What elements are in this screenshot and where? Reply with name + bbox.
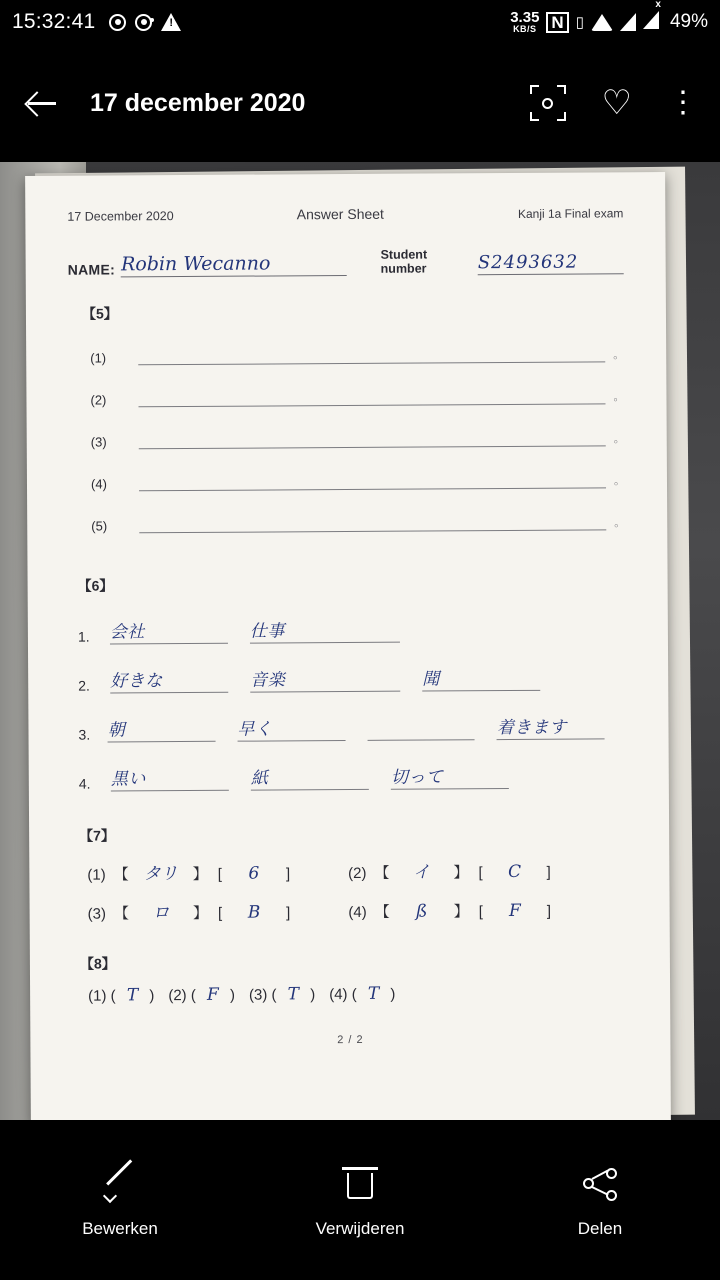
answer-text: 会社 [109, 622, 145, 643]
page-title: 17 december 2020 [90, 88, 306, 117]
answer-b: C [508, 861, 522, 883]
vibrate-icon: ▯ [575, 14, 584, 31]
table-row [71, 761, 627, 791]
paren-open: ( [110, 987, 116, 1005]
name-label: NAME: [67, 261, 116, 278]
paren-open: ( [271, 986, 277, 1004]
lens-icon[interactable] [530, 85, 566, 121]
bracket-open: 【 [113, 905, 130, 923]
answer-text: 仕事 [249, 621, 285, 642]
paren-close: ) [310, 986, 316, 1004]
answer-item [329, 984, 395, 1004]
bracket-close: ] [546, 902, 552, 920]
answer-cell [367, 738, 475, 741]
bottom-action-bar [0, 1120, 720, 1280]
answer-text: 早く [237, 719, 273, 740]
answer-item [88, 985, 154, 1005]
app-bar [0, 44, 720, 162]
sheet-exam-name: Kanji 1a Final exam [517, 206, 624, 221]
camera-dot-icon [135, 14, 152, 31]
wifi-icon [591, 14, 613, 31]
answer-item [348, 857, 551, 883]
line-end-mark: 。 [613, 433, 625, 446]
status-clock: 15:32:41 [12, 10, 96, 33]
answer-a: イ [412, 862, 431, 883]
answer-a: ロ [152, 903, 170, 924]
battery-percent: 49% [669, 11, 708, 32]
answer-line [69, 472, 625, 491]
signal-x-icon [643, 11, 659, 29]
net-speed-value: 3.35 [510, 9, 540, 26]
camera-icon [109, 14, 126, 31]
bracket-close: ] [286, 904, 291, 922]
share-icon [583, 1167, 617, 1201]
pencil-icon [103, 1167, 137, 1201]
status-right-icons [510, 0, 708, 34]
item-number: (1) [87, 866, 106, 884]
section-7-body [71, 856, 627, 923]
answer-text: 黒い [110, 769, 146, 790]
sheet-header [67, 204, 623, 223]
student-number-label: Student number [380, 247, 428, 276]
row-index: 2. [78, 677, 90, 694]
answer-text: 聞 [422, 669, 440, 690]
item-number: (3) [248, 986, 268, 1004]
bracket-close: 】 [453, 864, 469, 882]
answer-text: 好きな [110, 671, 163, 692]
answer-cell [250, 665, 400, 693]
delete-button[interactable] [285, 1167, 435, 1239]
answer-cell [110, 666, 228, 694]
signal-badge: x [655, 0, 661, 10]
section-5-body [68, 346, 625, 533]
answer-text: 音楽 [250, 670, 286, 691]
name-row [68, 246, 624, 277]
net-speed-indicator [510, 10, 539, 34]
answer-item [348, 900, 551, 922]
answer-text: 切って [390, 767, 444, 788]
answer-item [249, 984, 315, 1004]
answer-b: B [247, 902, 261, 923]
paren-close: ) [149, 987, 155, 1005]
answer-cell [111, 764, 229, 792]
answer-item [168, 985, 235, 1005]
row-index: 1. [77, 628, 90, 645]
app-bar-actions [530, 85, 698, 121]
signal-icon [620, 13, 636, 31]
answer-cell [110, 617, 228, 645]
bracket-open: [ [478, 903, 483, 921]
answer-value: T [126, 985, 139, 1006]
photo-viewer[interactable] [0, 162, 720, 1120]
bracket-open: [ [217, 865, 222, 883]
edit-button[interactable] [45, 1167, 195, 1239]
item-number: (1) [88, 987, 107, 1005]
answer-line [68, 346, 624, 365]
warning-icon [161, 13, 181, 31]
answer-number: (3) [90, 434, 107, 450]
sheet-title: Answer Sheet [296, 205, 384, 223]
answer-b: 6 [248, 863, 260, 884]
bracket-open: [ [478, 864, 483, 882]
section-7-title: 【7】 [79, 827, 115, 844]
bracket-close: 】 [192, 904, 209, 922]
trash-icon [345, 1167, 375, 1201]
status-left-icons [109, 13, 181, 31]
line-end-mark: 。 [613, 475, 626, 488]
paren-close: ) [390, 985, 396, 1003]
answer-line [68, 388, 624, 407]
item-number: (4) [348, 903, 367, 922]
student-number-field [478, 251, 624, 275]
page-number: 2 / 2 [337, 1033, 364, 1047]
answer-item [87, 858, 290, 884]
heart-icon[interactable]: ♡ [601, 84, 632, 122]
bracket-close: ] [546, 863, 551, 881]
status-bar [0, 0, 720, 44]
more-options-icon[interactable]: ⋮ [668, 86, 698, 119]
share-button[interactable] [525, 1167, 675, 1239]
answer-cell [108, 715, 216, 743]
answer-number: (1) [90, 350, 107, 366]
answer-b: F [508, 900, 521, 922]
bracket-close: ] [285, 865, 291, 883]
bracket-open: 【 [113, 866, 129, 884]
table-row [70, 614, 626, 644]
answer-cell [250, 616, 400, 644]
edit-label: Bewerken [82, 1219, 158, 1238]
line-end-mark: 。 [613, 349, 625, 362]
section-5-title: 【5】 [81, 305, 118, 322]
table-row [70, 663, 626, 693]
answer-item [88, 897, 291, 923]
section-6-body [70, 614, 627, 791]
answer-line [69, 514, 625, 533]
sheet-date: 17 December 2020 [67, 209, 174, 224]
answer-row [88, 895, 628, 923]
answer-value: T [367, 983, 380, 1004]
answer-sheet [25, 172, 671, 1120]
answer-cell [422, 664, 540, 692]
answer-cell [237, 714, 345, 742]
name-field [121, 252, 347, 277]
line-end-mark: 。 [613, 391, 625, 404]
answer-text: 着きます [496, 717, 567, 739]
answer-cell [391, 762, 509, 790]
answer-value: T [287, 984, 300, 1005]
section-8-body [88, 982, 628, 1005]
answer-row [87, 856, 627, 884]
answer-number: (2) [90, 392, 107, 408]
answer-cell [251, 763, 369, 791]
bracket-open: 【 [374, 903, 390, 921]
answer-a: ß [415, 901, 428, 922]
section-8-title: 【8】 [79, 955, 116, 972]
row-index: 4. [78, 775, 91, 792]
bracket-open: [ [217, 904, 223, 922]
delete-label: Verwijderen [315, 1219, 405, 1238]
answer-text: 紙 [250, 768, 269, 789]
answer-line [69, 430, 625, 449]
table-row [70, 712, 626, 742]
item-number: (4) [329, 986, 348, 1004]
paren-open: ( [351, 985, 357, 1003]
bracket-close: 】 [192, 865, 208, 883]
nfc-icon: N [546, 12, 568, 33]
name-value: Robin Wecanno [120, 252, 271, 276]
answer-cell [497, 712, 605, 740]
answer-text: 朝 [107, 720, 126, 741]
net-speed-unit: KB/S [513, 24, 537, 34]
student-number-value: S2493632 [477, 251, 579, 274]
row-index: 3. [78, 726, 91, 743]
item-number: (3) [87, 905, 107, 923]
item-number: (2) [168, 986, 187, 1005]
share-label: Delen [577, 1219, 623, 1238]
answer-number: (5) [91, 518, 108, 534]
bracket-open: 【 [374, 864, 390, 882]
answer-a: タリ [143, 864, 178, 885]
bracket-close: 】 [453, 903, 469, 921]
paren-open: ( [190, 986, 196, 1004]
section-6-title: 【6】 [77, 577, 114, 594]
answer-number: (4) [90, 476, 107, 492]
item-number: (2) [348, 864, 367, 883]
back-icon[interactable] [22, 83, 62, 123]
line-end-mark: 。 [614, 517, 626, 530]
paren-close: ) [229, 986, 236, 1004]
answer-value: F [206, 984, 219, 1005]
